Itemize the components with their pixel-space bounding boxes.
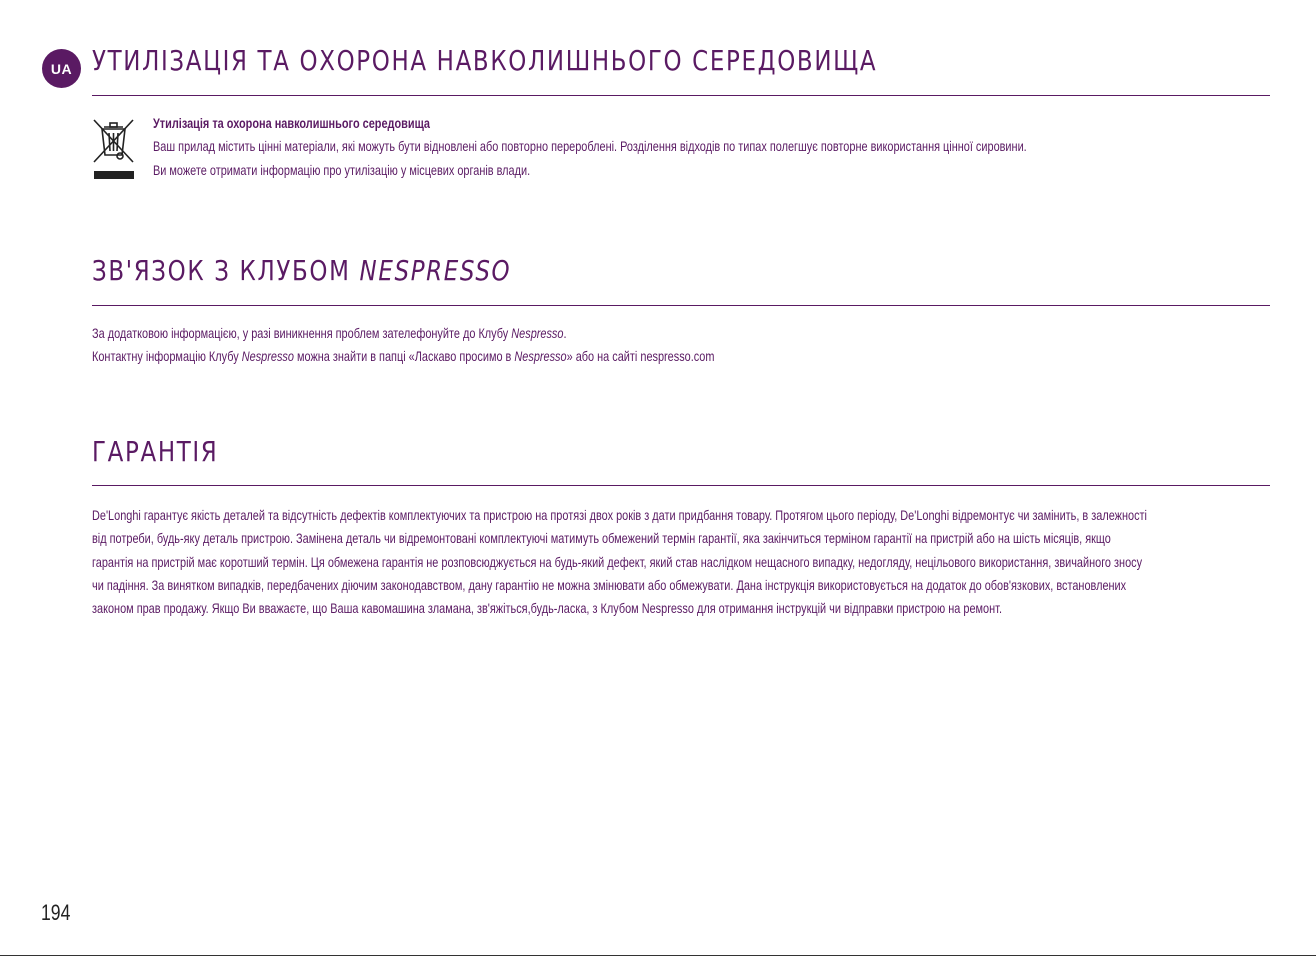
disposal-line-1: Ваш прилад містить цінні матеріали, які можуть бути відновлені або повторно перероблені. Розділення відходів по типах полегшує повторне використання цінної сировини. bbox=[153, 138, 1027, 155]
club-section-divider bbox=[92, 305, 1270, 306]
disposal-section-title: УТИЛІЗАЦІЯ ТА ОХОРОНА НАВКОЛИШНЬОГО СЕРЕДОВИЩА bbox=[92, 44, 878, 77]
club-line-1 bbox=[92, 322, 714, 345]
disposal-section-divider bbox=[92, 95, 1270, 96]
warranty-line: De'Longhi гарантує якість деталей та відсутність дефектів комплектуючих та пристрою на протязі двох років з дати придбання товару. Протягом цього періоду, De'Longhi відремонтує чи замінить, в залежності bbox=[92, 507, 1147, 523]
club-title-brand: NESPRESSO bbox=[359, 254, 512, 287]
club-line-2-text-c: » або на сайті nespresso.com bbox=[566, 348, 715, 365]
club-line-2 bbox=[92, 345, 714, 368]
language-badge: UA bbox=[42, 49, 81, 88]
page-number: 194 bbox=[41, 900, 71, 925]
club-line-2-text-b: можна знайти в папці «Ласкаво просимо в bbox=[293, 348, 515, 365]
warranty-line: гарантія на пристрій має коротший термін. Ця обмежена гарантія не розповсюджується на будь-який дефект, який став наслідком нещасного випадку, недогляду, нецільового використання, звичайного зносу bbox=[92, 553, 1143, 570]
page-bottom-divider bbox=[0, 955, 1316, 956]
warranty-text bbox=[92, 504, 1147, 620]
crossed-out-wheelie-bin-icon bbox=[92, 118, 135, 180]
warranty-line: чи падіння. За винятком випадків, передбачених діючим законодавством, дану гарантію не можна змінювати або обмежувати. Дана інструкція використовується на додаток до обов'язкових, встановлених bbox=[92, 576, 1127, 593]
club-line-1-end: . bbox=[563, 325, 567, 341]
club-text bbox=[92, 322, 714, 369]
club-title-prefix: ЗВ'ЯЗОК З КЛУБОМ bbox=[92, 254, 360, 287]
warranty-line: законом прав продажу. Якщо Ви вважаєте, що Ваша кавомашина зламана, зв'яжіться,будь-ласка, з Клубом Nespresso для отримання інструкцій чи відправки пристрою на ремонт. bbox=[92, 600, 1002, 617]
warranty-section-divider bbox=[92, 485, 1270, 486]
club-line-1-brand: Nespresso bbox=[511, 325, 564, 341]
club-line-2-text-a: Контактну інформацію Клубу bbox=[92, 348, 242, 365]
club-section-title bbox=[92, 254, 511, 287]
warranty-line: від потреби, будь-яку деталь пристрою. Замінена деталь чи відремонтовані комплектуючі матимуть обмежений термін гарантії, яка закінчиться терміном гарантії на пристрій або на шість місяців, якщо bbox=[92, 530, 1111, 547]
club-line-1-text: За додатковою інформацією, у разі виникнення проблем зателефонуйте до Клубу bbox=[92, 325, 512, 341]
club-line-2-brand-2: Nespresso bbox=[514, 348, 567, 365]
warranty-section-title: ГАРАНТІЯ bbox=[92, 435, 219, 468]
club-line-2-brand-1: Nespresso bbox=[241, 348, 294, 365]
disposal-text bbox=[153, 112, 1027, 182]
disposal-heading: Утилізація та охорона навколишнього середовища bbox=[153, 115, 430, 131]
disposal-line-2: Ви можете отримати інформацію про утилізацію у місцевих органів влади. bbox=[153, 161, 531, 178]
